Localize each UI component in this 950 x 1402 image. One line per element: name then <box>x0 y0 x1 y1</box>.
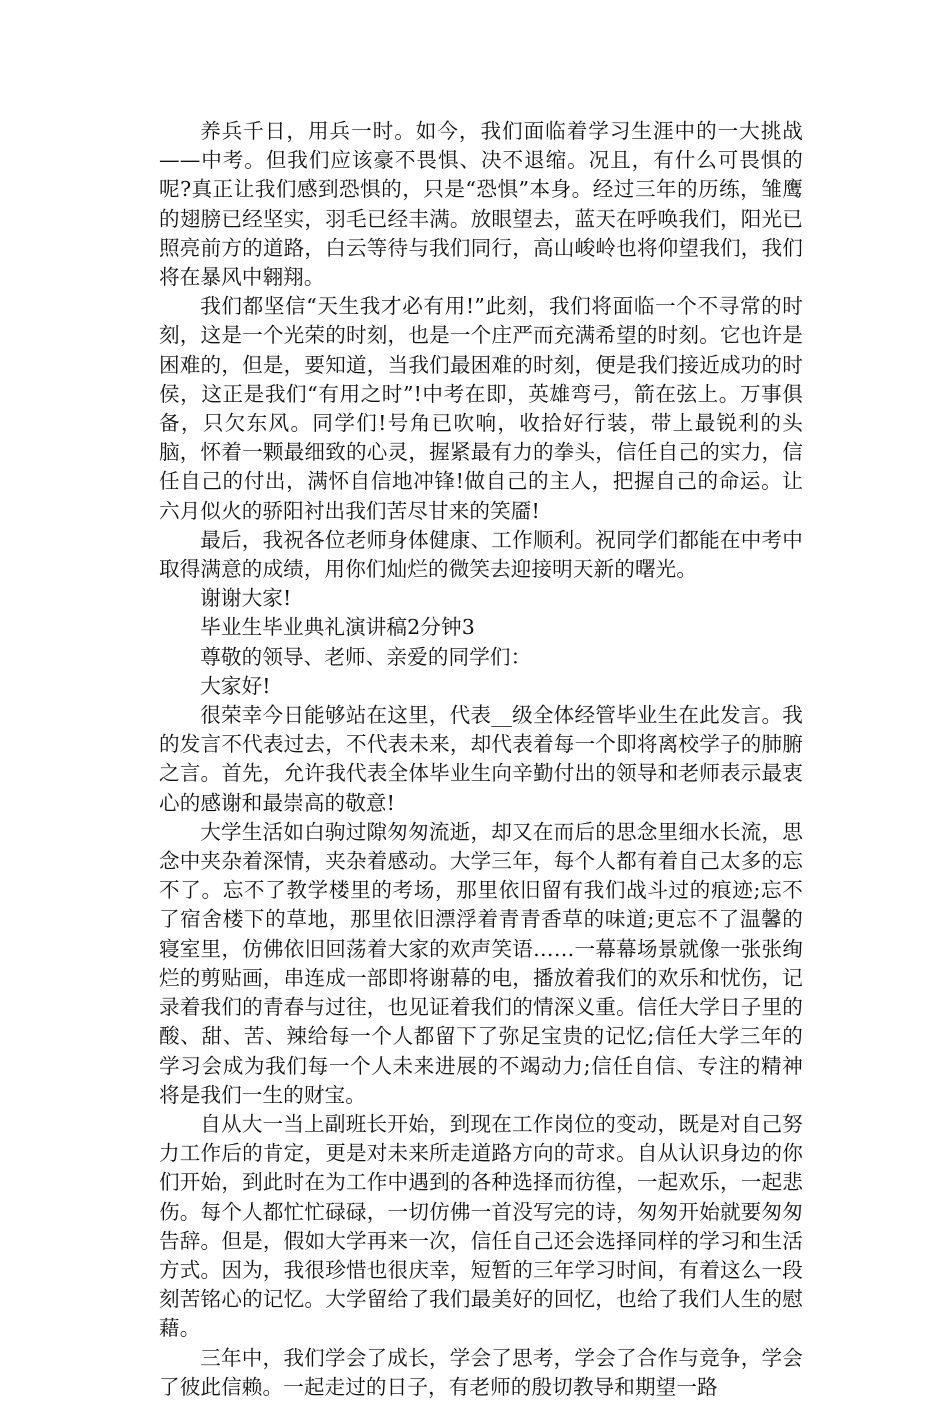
paragraph: 大学生活如白驹过隙匆匆流逝，却又在而后的思念里细水长流，思念中夹杂着深情，夹杂着感动。大学三年，每个人都有着自己太多的忘不了。忘不了教学楼里的考场，那里依旧留有我们战斗过的痕迹;忘不了宿舍楼下的草地，那里依旧漂浮着青青香草的味道;更忘不了温馨的寝室里，仿佛依旧回荡着大家的欢声笑语……一幕幕场景就像一张张绚烂的剪贴画，串连成一部即将谢幕的电，播放着我们的欢乐和忧伤，记录着我们的青春与过往，也见证着我们的情深义重。信任大学日子里的酸、甜、苦、辣给每一个人都留下了弥足宝贵的记忆;信任大学三年的学习会成为我们每一个人未来进展的不竭动力;信任自信、专注的精神将是我们一生的财宝。 <box>159 819 803 1107</box>
document-body <box>159 117 803 1402</box>
salutation: 尊敬的领导、老师、亲爱的同学们： <box>200 644 532 669</box>
paragraph: 我们都坚信“天生我才必有用!”此刻，我们将面临一个不寻常的时刻，这是一个光荣的时刻，也是一个庄严而充满希望的时刻。它也许是困难的，但是，要知道，当我们最困难的时刻，便是我们接近成功的时侯，这正是我们“有用之时”!中考在即，英雄弯弓，箭在弦上。万事俱备，只欠东风。同学们!号角已吹响，收拾好行装，带上最锐利的头脑，怀着一颗最细致的心灵，握紧最有力的拳头，信任自己的实力，信任自己的付出，满怀自信地冲锋!做自己的主人，把握自己的命运。让六月似火的骄阳衬出我们苦尽甘来的笑靥! <box>159 294 803 523</box>
paragraph: 三年中，我们学会了成长，学会了思考，学会了合作与竞争，学会了彼此信赖。一起走过的日子，有老师的殷切教导和期望一路 <box>159 1345 803 1399</box>
closing-line: 谢谢大家! <box>200 586 292 611</box>
paragraph: 很荣幸今日能够站在这里，代表__级全体经管毕业生在此发言。我的发言不代表过去，不代表未来，却代表着每一个即将离校学子的肺腑之言。首先，允许我代表全体毕业生向辛勤付出的领导和老师表示最衷心的感谢和最崇高的敬意! <box>159 703 803 815</box>
paragraph: 最后，我祝各位老师身体健康、工作顺利。祝同学们都能在中考中取得满意的成绩，用你们灿烂的微笑去迎接明天新的曙光。 <box>159 527 803 582</box>
paragraph: 自从大一当上副班长开始，到现在工作岗位的变动，既是对自己努力工作后的肯定，更是对未来所走道路方向的苛求。自从认识身边的你们开始，到此时在为工作中遇到的各种选择而彷徨，一起欢乐，一起悲伤。每个人都忙忙碌碌，一切仿佛一首没写完的诗，匆匆开始就要匆匆告辞。但是，假如大学再来一次，信任自己还会选择同样的学习和生活方式。因为，我很珍惜也很庆幸，短暂的三年学习时间，有着这么一段刻苦铭心的记忆。大学留给了我们最美好的回忆，也给了我们人生的慰藉。 <box>159 1111 803 1341</box>
paragraph: 养兵千日，用兵一时。如今，我们面临着学习生涯中的一大挑战——中考。但我们应该豪不畏惧、决不退缩。况且，有什么可畏惧的呢?真正让我们感到恐惧的，只是“恐惧”本身。经过三年的历练，雏鹰的翅膀已经坚实，羽毛已经丰满。放眼望去，蓝天在呼唤我们，阳光已照亮前方的道路，白云等待与我们同行，高山峻岭也将仰望我们，我们将在暴风中翱翔。 <box>159 119 803 290</box>
greeting: 大家好! <box>200 673 271 698</box>
section-title: 毕业生毕业典礼演讲稿2分钟3 <box>200 615 475 640</box>
